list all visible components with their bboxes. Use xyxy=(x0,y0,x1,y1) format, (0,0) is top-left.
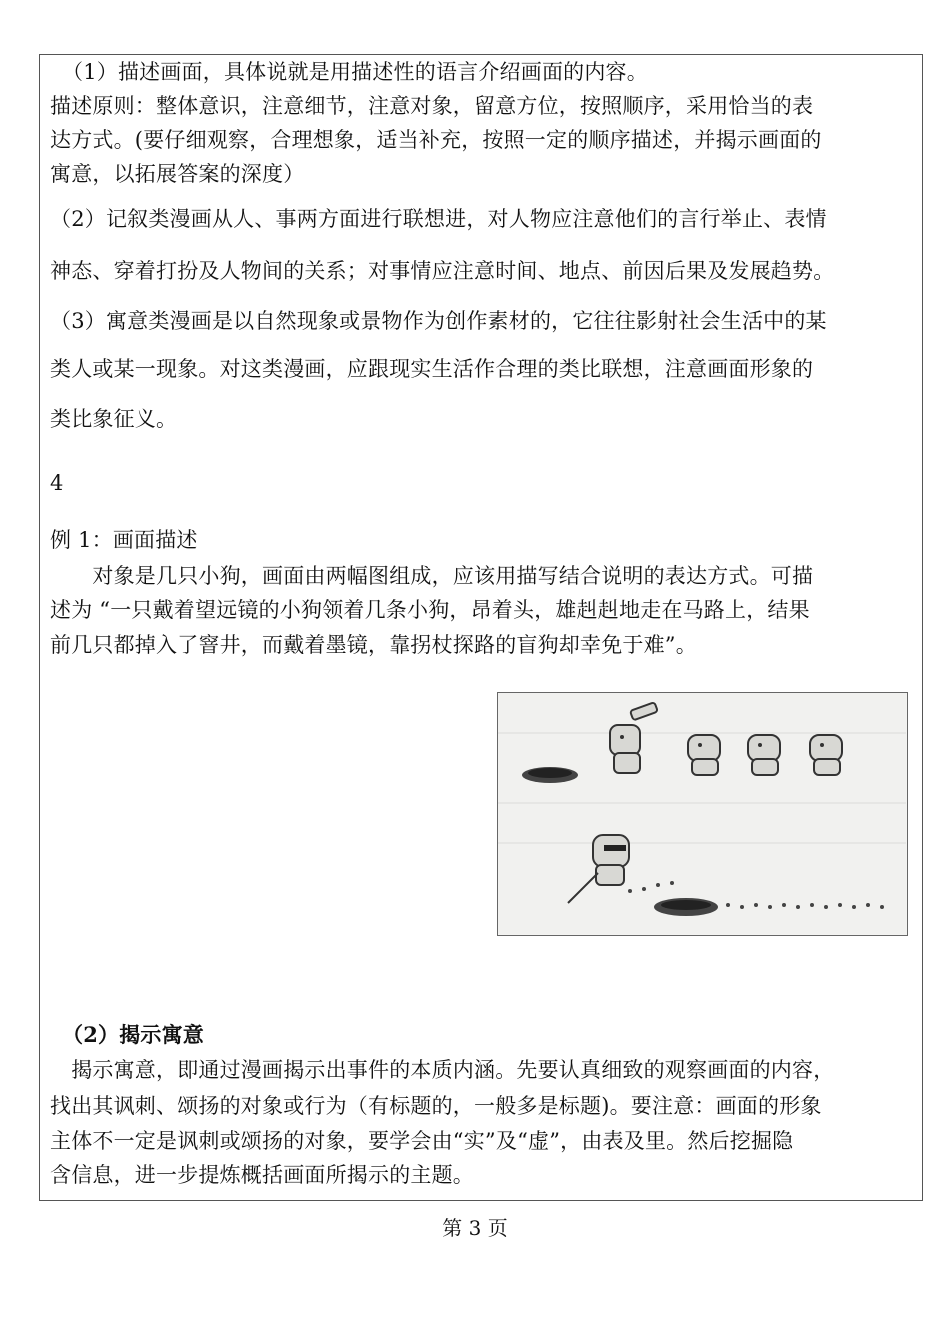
cartoon-dogs-image xyxy=(497,692,908,936)
text-line-6: 神态、穿着打扮及人物间的关系；对事情应注意时间、地点、前因后果及发展趋势。 xyxy=(50,259,835,283)
section-heading-reveal-meaning: （2）揭示寓意 xyxy=(62,1022,205,1047)
text-line-2: 描述原则：整体意识，注意细节，注意对象，留意方位，按照顺序，采用恰当的表 xyxy=(50,94,814,118)
example-heading: 例 1：画面描述 xyxy=(50,528,198,552)
text-line-14: 前几只都掉入了窨井，而戴着墨镜，靠拐杖探路的盲狗却幸免于难”。 xyxy=(50,633,697,657)
page-number: 第 3 页 xyxy=(442,1216,508,1240)
text-line-9: 类比象征义。 xyxy=(50,407,178,431)
text-line-13: 述为 “一只戴着望远镜的小狗领着几条小狗，昂着头，雄赳赳地走在马路上，结果 xyxy=(50,598,810,622)
section-number: 4 xyxy=(50,471,64,495)
text-line-19: 含信息，进一步提炼概括画面所揭示的主题。 xyxy=(50,1163,474,1187)
text-line-7: （3）寓意类漫画是以自然现象或景物作为创作素材的，它往往影射社会生活中的某 xyxy=(50,309,827,333)
text-line-1: （1）描述画面，具体说就是用描述性的语言介绍画面的内容。 xyxy=(62,60,648,84)
text-line-4: 寓意，以拓展答案的深度） xyxy=(50,162,305,186)
text-line-18: 主体不一定是讽刺或颂扬的对象，要学会由“实”及“虚”，由表及里。然后挖掘隐 xyxy=(50,1129,794,1153)
text-line-12: 对象是几只小狗，画面由两幅图组成，应该用描写结合说明的表达方式。可描 xyxy=(50,564,814,588)
text-line-8: 类人或某一现象。对这类漫画，应跟现实生活作合理的类比联想，注意画面形象的 xyxy=(50,357,814,381)
text-line-16: 揭示寓意，即通过漫画揭示出事件的本质内涵。先要认真细致的观察画面的内容， xyxy=(50,1058,835,1082)
text-line-5: （2）记叙类漫画从人、事两方面进行联想进，对人物应注意他们的言行举止、表情 xyxy=(50,207,827,231)
text-line-3: 达方式。(要仔细观察，合理想象，适当补充，按照一定的顺序描述，并揭示画面的 xyxy=(50,128,822,152)
text-line-17: 找出其讽刺、颂扬的对象或行为（有标题的，一般多是标题)。要注意：画面的形象 xyxy=(50,1094,822,1118)
